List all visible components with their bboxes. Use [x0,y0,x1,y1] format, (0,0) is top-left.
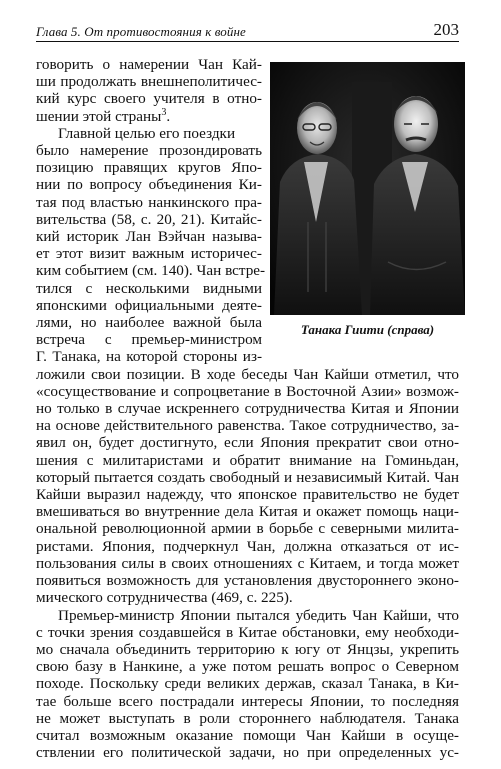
text-line: Премьер-министр Японии пытался убедить Чан Кайши, что [58,606,459,624]
text-line: свою базу в Нанкине, а уже потом решать вопрос о Северном [36,658,459,676]
text-line: вмешиваться во внутренние дела Китая и окажет помощь наци- [36,503,459,521]
text-line: кий историк Лан Вэйчан называ- [36,228,262,246]
text-line: шения с милитаристами и обратит внимание на Гоминьдан, [36,451,459,469]
text-line: появиться возможность для установления двустороннего эконо- [36,572,459,590]
text-line: не может выступать в роли стороннего наблюдателя. Танака [36,709,459,727]
text-line: на основе действительного равенства. Такое сотрудничество, за- [36,417,459,435]
text-line-content: шении этой страны [36,107,162,125]
text-line: походе. Поскольку среди великих держав, сказал Танака, в Ки- [36,675,459,693]
text-line: ональной революционной армии в борьбе с северными милита- [36,520,459,538]
figure-caption: Танака Гиити (справа) [300,322,435,337]
text-line: тае больше всего пострадали интересы Японии, то последняя [36,692,459,710]
paragraph-2 [36,124,266,366]
text-line: тая под властью нанкинского пра- [36,193,262,211]
text-line: ствлении его политической задачи, но при определенных ус- [36,744,459,762]
text-line: кий курс своего учителя в отно- [36,90,262,108]
text-line: «сосуществование и сопроцветание в Восточной Азии» возмож- [36,382,459,400]
text-line: который пытается создать свободный и независимый Китай. Чан [36,468,459,486]
text-line: ристами. Япония, подчеркнул Чан, должна отказаться от ис- [36,537,459,555]
text-line: ложили свои позиции. В ходе беседы Чан Кайши отметил, что [36,365,459,383]
text-line: ши продолжать внешнеполитичес- [36,73,262,91]
text-line: пользования силы в своих отношениях с Китаем, и тогда может [36,554,459,572]
text-line: ким событием (см. 140). Чан встре- [36,262,266,280]
text-line: Кайши выразил надежду, что японское правительство не будет [36,486,459,504]
paragraph-3 [36,607,459,762]
text-line: ет этот визит важным историчес- [36,245,262,263]
chapter-title: Глава 5. От противостояния к войне [36,24,246,39]
paragraph-2-cont [36,366,459,607]
text-line: лями, но наиболее важной была [36,314,262,332]
footnote-ref: 3 [161,106,167,118]
paragraph-1 [36,56,262,125]
text-line: но только в случае искреннего сотрудничества Китая и Японии [36,400,459,418]
page-number: 203 [433,20,459,39]
text-line: мо сначала объединить территорию к югу от Янцзы, укрепить [36,640,459,658]
text-line: явил он, будет достигнуто, если Япония прекратит свои отно- [36,434,459,452]
text-line: шении этой страны$^3$. [36,106,171,125]
text-line: тился с несколькими видными [36,279,262,297]
text-line: позицию правящих кругов Япо- [36,159,262,177]
running-header [0,10,501,40]
text-line: было намерение прозондировать [36,142,262,160]
body-text [36,56,459,761]
text-line: Г. Танака, на которой стороны из- [36,348,262,366]
text-line: говорить о намерении Чан Кай- [36,56,262,73]
text-line: с точки зрения создавшейся в Китае обстановки, ему необходи- [36,623,459,641]
text-line: японскими официальными деяте- [36,296,262,314]
text-line: считал возможным оказание помощи Чан Кайши в осуще- [36,726,459,744]
text-line: Главной целью его поездки [58,124,236,142]
text-line: мического сотрудничества (469, с. 225). [36,589,293,607]
text-line: встреча с премьер-министром [36,331,262,349]
header-rule [36,41,459,42]
text-line: вительства (58, с. 20, 21). Китайс- [36,210,262,228]
text-line: нии по вопросу объединения Ки- [36,176,262,194]
